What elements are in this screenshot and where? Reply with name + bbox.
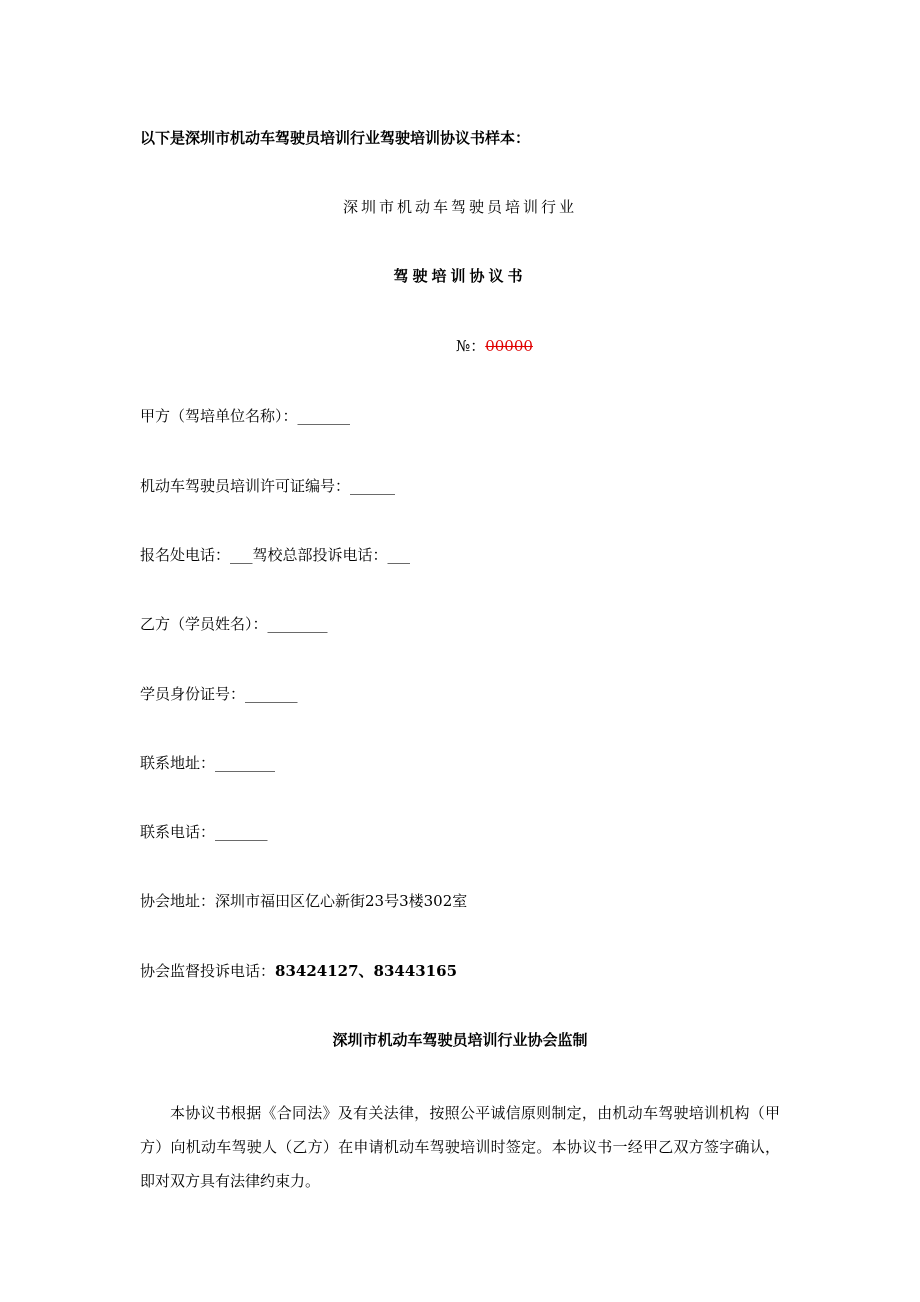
field-party-a: 甲方（驾培单位名称）：_______ <box>140 407 351 425</box>
field-association-address: 协会地址：深圳市福田区亿心新街23号3楼302室 <box>140 892 468 910</box>
complaint-label: 协会监督投诉电话： <box>140 962 276 980</box>
field-party-b: 乙方（学员姓名）：________ <box>140 615 328 633</box>
field-license-number: 机动车驾驶员培训许可证编号：______ <box>140 477 396 495</box>
agreement-paragraph: 本协议书根据《合同法》及有关法律，按照公平诚信原则制定，由机动车驾驶培训机构（甲方）向机动车驾驶人（乙方）在申请机动车驾驶培训时签定。本协议书一经甲乙双方签字确认，即对双方具有法律约束力。 <box>140 1104 780 1190</box>
field-id-number: 学员身份证号：_______ <box>140 685 298 703</box>
number-value: 00000 <box>485 337 533 355</box>
intro-heading: 以下是深圳市机动车驾驶员培训行业驾驶培训协议书样本： <box>140 129 531 147</box>
document-title: 驾驶培训协议书 <box>393 267 527 285</box>
organization-title: 深圳市机动车驾驶员培训行业 <box>342 198 577 216</box>
field-complaint-phone <box>140 961 457 981</box>
complaint-numbers: 83424127、83443165 <box>275 962 458 980</box>
field-phones: 报名处电话：___驾校总部投诉电话：___ <box>140 546 411 564</box>
agreement-number <box>456 336 533 356</box>
field-address: 联系地址：________ <box>140 754 276 772</box>
supervision-line: 深圳市机动车驾驶员培训行业协会监制 <box>332 1031 588 1049</box>
field-contact-phone: 联系电话：_______ <box>140 823 268 841</box>
number-label: №： <box>456 337 486 355</box>
